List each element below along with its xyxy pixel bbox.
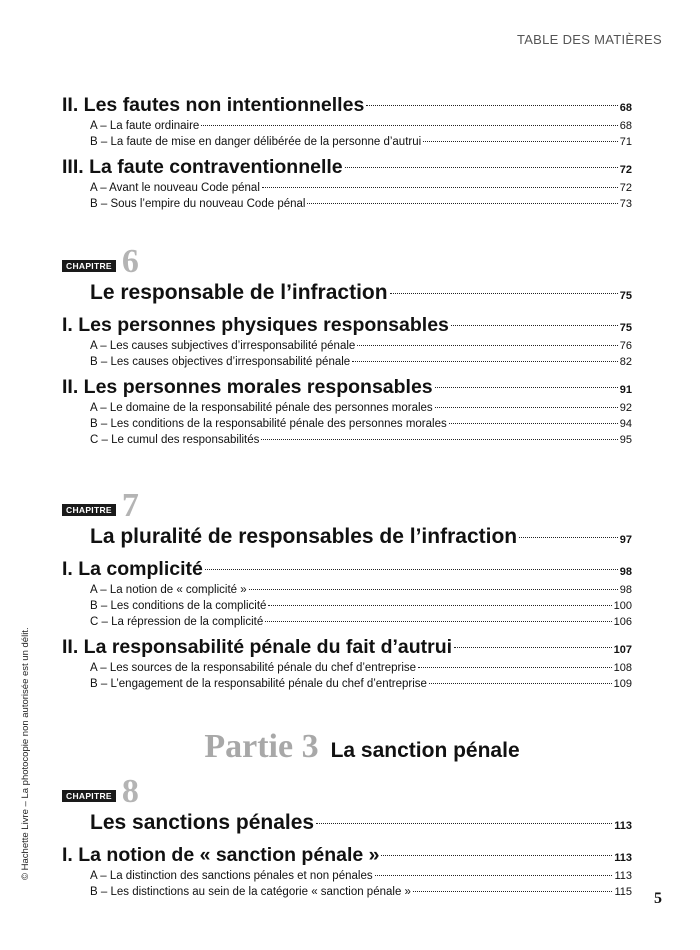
chapter-header: [62, 487, 632, 524]
item-title: B – Sous l’empire du nouveau Code pénal: [90, 198, 306, 210]
page-ref: 71: [619, 136, 632, 148]
dot-leader: [449, 423, 618, 424]
page-ref: 97: [619, 534, 632, 546]
dot-leader: [381, 855, 612, 856]
part-label: Partie 3: [204, 728, 319, 765]
section-title: I. La notion de « sanction pénale »: [62, 844, 380, 866]
section-title: II. La responsabilité pénale du fait d’autrui: [62, 636, 453, 658]
toc-item[interactable]: [62, 432, 632, 448]
dot-leader: [366, 105, 617, 106]
dot-leader: [307, 203, 617, 204]
item-title: A – Le domaine de la responsabilité pénale des personnes morales: [90, 402, 433, 414]
toc-item[interactable]: [62, 354, 632, 370]
running-head: TABLE DES MATIÈRES: [516, 32, 662, 47]
item-title: B – Les conditions de la complicité: [90, 600, 267, 612]
item-title: A – Avant le nouveau Code pénal: [90, 182, 260, 194]
item-title: B – Les distinctions au sein de la catégorie « sanction pénale »: [90, 886, 411, 898]
dot-leader: [375, 875, 613, 876]
dot-leader: [451, 325, 618, 326]
item-title: A – La distinction des sanctions pénales et non pénales: [90, 870, 373, 882]
page-ref: 113: [614, 820, 632, 832]
page-ref: 106: [613, 616, 632, 628]
toc-item[interactable]: [62, 196, 632, 212]
page-ref: 92: [619, 402, 632, 414]
toc-item[interactable]: [62, 582, 632, 598]
page-ref: 113: [614, 852, 632, 864]
chapter-number: 7: [121, 487, 139, 524]
page-ref: 113: [614, 870, 632, 882]
page-ref: 115: [614, 886, 632, 898]
toc-section[interactable]: [62, 312, 632, 338]
toc-section[interactable]: [62, 154, 632, 180]
dot-leader: [429, 683, 612, 684]
page-ref: 107: [613, 644, 632, 656]
part-header: [92, 728, 632, 774]
section-title: I. La complicité: [62, 558, 203, 580]
part-title: La sanction pénale: [330, 739, 520, 762]
toc-section[interactable]: [62, 374, 632, 400]
page-ref: 98: [619, 584, 632, 596]
page-ref: 98: [619, 566, 632, 578]
toc-item[interactable]: [62, 660, 632, 676]
page-ref: 94: [619, 418, 632, 430]
section-title: II. Les fautes non intentionnelles: [62, 94, 365, 116]
section-title: II. Les personnes morales responsables: [62, 376, 433, 398]
chapter-label: CHAPITRE: [62, 504, 116, 516]
table-of-contents: [62, 92, 632, 900]
page-ref: 109: [613, 678, 632, 690]
toc-item[interactable]: [62, 338, 632, 354]
item-title: A – Les sources de la responsabilité pénale du chef d’entreprise: [90, 662, 417, 674]
toc-item[interactable]: [62, 400, 632, 416]
item-title: B – L’engagement de la responsabilité pénale du chef d’entreprise: [90, 678, 427, 690]
toc-item[interactable]: [62, 180, 632, 196]
dot-leader: [423, 141, 618, 142]
item-title: A – La notion de « complicité »: [90, 584, 247, 596]
page-ref: 91: [619, 384, 632, 396]
toc-section[interactable]: [62, 556, 632, 582]
copyright-notice: © Hachette Livre – La photocopie non autorisée est un délit.: [20, 627, 31, 880]
item-title: B – Les conditions de la responsabilité pénale des personnes morales: [90, 418, 447, 430]
chapter-title: La pluralité de responsables de l’infraction: [90, 525, 518, 548]
page-ref: 73: [619, 198, 632, 210]
dot-leader: [357, 345, 617, 346]
chapter-label: CHAPITRE: [62, 260, 116, 272]
page-ref: 95: [619, 434, 632, 446]
page-ref: 108: [613, 662, 632, 674]
item-title: C – Le cumul des responsabilités: [90, 434, 260, 446]
page-ref: 72: [619, 182, 632, 194]
page-ref: 100: [613, 600, 632, 612]
dot-leader: [418, 667, 612, 668]
item-title: C – La répression de la complicité: [90, 616, 264, 628]
toc-chapter[interactable]: [62, 278, 632, 308]
chapter-label: CHAPITRE: [62, 790, 116, 802]
dot-leader: [435, 407, 618, 408]
page-ref: 76: [619, 340, 632, 352]
toc-item[interactable]: [62, 134, 632, 150]
toc-item[interactable]: [62, 118, 632, 134]
page-ref: 68: [619, 120, 632, 132]
toc-item[interactable]: [62, 598, 632, 614]
dot-leader: [345, 167, 618, 168]
dot-leader: [316, 823, 612, 824]
toc-section[interactable]: [62, 842, 632, 868]
dot-leader: [454, 647, 612, 648]
toc-section[interactable]: [62, 92, 632, 118]
dot-leader: [261, 439, 617, 440]
page-number: 5: [654, 890, 662, 907]
chapter-number: 8: [121, 773, 139, 810]
chapter-title: Les sanctions pénales: [90, 811, 315, 834]
toc-item[interactable]: [62, 676, 632, 692]
dot-leader: [352, 361, 618, 362]
dot-leader: [201, 125, 617, 126]
page-ref: 72: [619, 164, 632, 176]
dot-leader: [390, 293, 618, 294]
page-ref: 68: [619, 102, 632, 114]
dot-leader: [519, 537, 618, 538]
dot-leader: [265, 621, 611, 622]
toc-item[interactable]: [62, 868, 632, 884]
page-ref: 75: [619, 290, 632, 302]
section-title: I. Les personnes physiques responsables: [62, 314, 449, 336]
item-title: B – La faute de mise en danger délibérée de la personne d’autrui: [90, 136, 422, 148]
dot-leader: [435, 387, 618, 388]
chapter-header: [62, 773, 632, 810]
dot-leader: [413, 891, 613, 892]
chapter-number: 6: [121, 243, 139, 280]
dot-leader: [205, 569, 618, 570]
section-title: III. La faute contraventionnelle: [62, 156, 343, 178]
dot-leader: [268, 605, 611, 606]
page-ref: 75: [619, 322, 632, 334]
item-title: A – Les causes subjectives d’irresponsabilité pénale: [90, 340, 356, 352]
page-ref: 82: [619, 356, 632, 368]
item-title: A – La faute ordinaire: [90, 120, 200, 132]
toc-chapter[interactable]: [62, 808, 632, 838]
item-title: B – Les causes objectives d’irresponsabilité pénale: [90, 356, 351, 368]
chapter-header: [62, 243, 632, 280]
chapter-title: Le responsable de l’infraction: [90, 281, 388, 304]
dot-leader: [249, 589, 618, 590]
dot-leader: [262, 187, 618, 188]
toc-chapter[interactable]: [62, 522, 632, 552]
toc-section[interactable]: [62, 634, 632, 660]
toc-item[interactable]: [62, 614, 632, 630]
toc-item[interactable]: [62, 416, 632, 432]
toc-item[interactable]: [62, 884, 632, 900]
